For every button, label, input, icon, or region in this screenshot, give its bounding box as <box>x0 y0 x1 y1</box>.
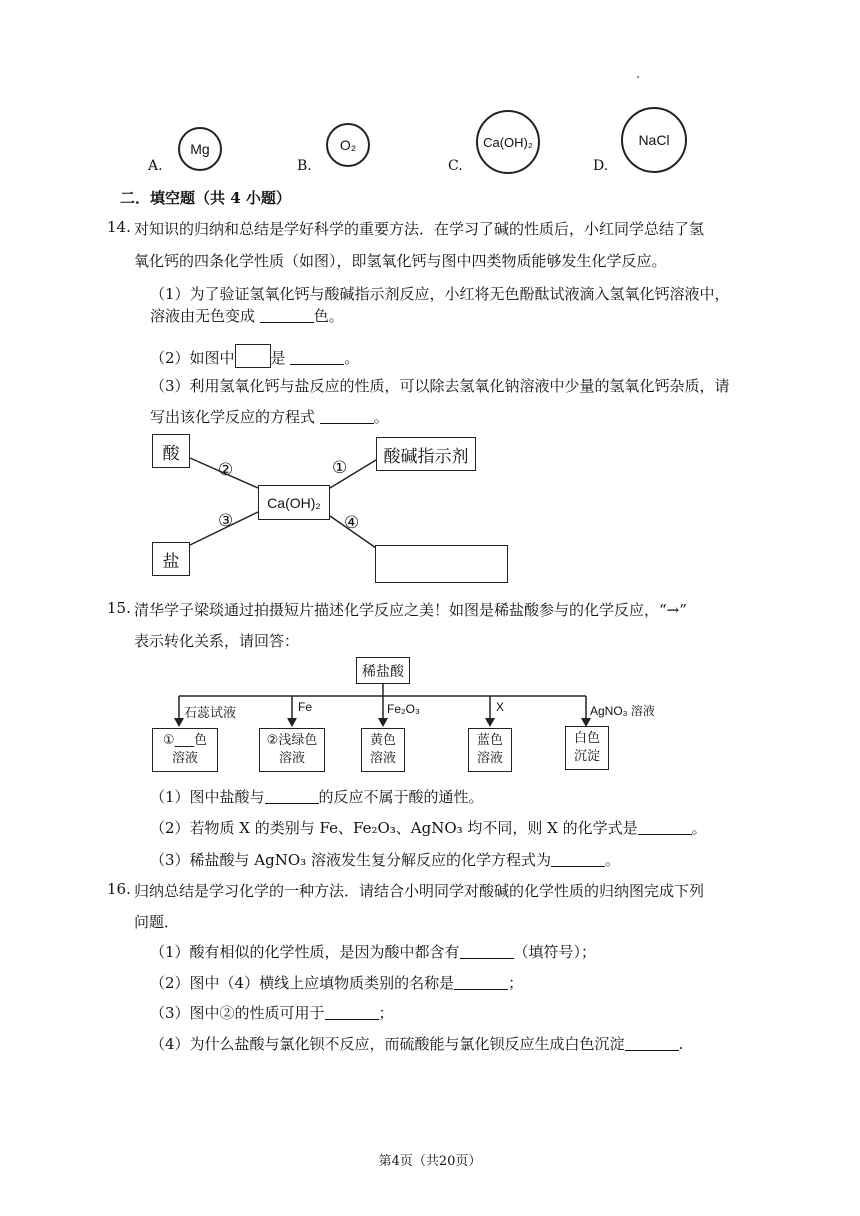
q14-circle-num-3: ③ <box>218 511 234 531</box>
q15-result-1-line2: 溶液 <box>171 751 198 766</box>
q14-salt-box <box>152 542 190 576</box>
option-a-formula: Mg <box>190 141 210 157</box>
q15-part3-blank[interactable] <box>551 852 605 867</box>
q16-part3-blank[interactable] <box>325 1005 379 1020</box>
q16-part1-suffix: （填符号）； <box>513 943 597 961</box>
q14-empty-box[interactable] <box>375 545 508 583</box>
q15-part1-suffix: 的反应不属于酸的通性。 <box>318 788 484 806</box>
q15-result-box-5 <box>565 726 609 770</box>
q16-part2-blank[interactable] <box>454 975 508 990</box>
q15-part3-suffix: 。 <box>604 851 620 869</box>
q15-result-box-4 <box>468 728 512 772</box>
q15-result-box-3 <box>361 728 405 772</box>
q16-part3-suffix: ； <box>378 1004 394 1022</box>
q14-circle-num-1: ① <box>332 458 348 478</box>
option-d-formula: NaCl <box>638 132 670 148</box>
q15-result-1-line1: ①___色 <box>162 733 208 748</box>
q14-part3-suffix: 。 <box>373 408 389 426</box>
q16-intro-line1: 归纳总结是学习化学的一种方法．请结合小明同学对酸碱的化学性质的归纳图完成下列 <box>134 882 705 900</box>
q15-result-3-line2: 溶液 <box>369 751 396 766</box>
q14-salt-label: 盐 <box>162 551 180 572</box>
q15-result-2-line1: ②浅绿色 <box>266 733 318 748</box>
option-c-formula: Ca(OH)₂ <box>483 134 533 150</box>
q14-part3-line1: （3）利用氢氧化钙与盐反应的性质，可以除去氢氧化钠溶液中少量的氢氧化钙杂质，请 <box>150 377 730 395</box>
q15-part2-line <box>150 817 707 838</box>
q14-circle-num-2: ② <box>218 460 234 480</box>
q15-result-box-1 <box>152 728 218 772</box>
q14-indicator-label: 酸碱指示剂 <box>383 446 469 467</box>
q14-circle-num-4: ④ <box>344 513 360 533</box>
q14-part1-suffix: 色。 <box>313 307 344 325</box>
q14-part3-text: 写出该化学反应的方程式 <box>150 408 320 426</box>
q15-branch-label-agno3: AgNO₃ 溶液 <box>590 704 655 718</box>
q15-result-4-line2: 溶液 <box>476 751 503 766</box>
q15-part1-text: （1）图中盐酸与 <box>150 788 265 806</box>
q15-branch-label-x: X <box>496 700 505 714</box>
q15-result-5-line2: 沉淀 <box>573 749 600 764</box>
q15-part2-blank[interactable] <box>638 820 692 835</box>
q15-result-2-line2: 溶液 <box>278 751 305 766</box>
q15-top-box <box>356 657 410 684</box>
q16-part2-text: （2）图中（4）横线上应填物质类别的名称是 <box>150 974 455 992</box>
q15-result-5-line1: 白色 <box>573 731 600 746</box>
q15-branch-label-fe2o3: Fe₂O₃ <box>387 702 420 716</box>
q14-part1-text: 溶液由无色变成 <box>150 307 260 325</box>
option-a-letter: A. <box>148 158 163 174</box>
q15-branch-label-fe: Fe <box>298 700 313 714</box>
q15-part1-line <box>150 786 484 807</box>
q14-acid-label: 酸 <box>162 443 180 464</box>
q16-part4-blank[interactable] <box>625 1036 679 1051</box>
q14-acid-box <box>152 434 190 468</box>
q16-part4-line <box>150 1033 683 1054</box>
q15-part1-blank[interactable] <box>265 789 319 804</box>
q15-branch-label-litmus: 石蕊试液 <box>184 706 237 721</box>
q15-result-box-2 <box>259 728 325 772</box>
q14-part2-text: （2）如图中 <box>150 349 235 367</box>
q15-part2-text: （2）若物质 X 的类别与 Fe、Fe₂O₃、AgNO₃ 均不同，则 X 的化学式是 <box>150 819 638 837</box>
q15-top-label: 稀盐酸 <box>362 663 404 680</box>
q14-part2-suffix: 。 <box>344 349 360 367</box>
option-b-formula: O₂ <box>339 137 357 153</box>
q16-part1-text: （1）酸有相似的化学性质，是因为酸中都含有 <box>150 943 460 961</box>
q15-part3-line <box>150 849 620 870</box>
q15-intro-line1: 清华学子梁琰通过拍摄短片描述化学反应之美！如图是稀盐酸参与的化学反应，“→” <box>134 601 687 619</box>
q15-number: 15. <box>107 599 131 617</box>
q14-indicator-box <box>376 437 476 471</box>
section-title: 二．填空题（共 4 小题） <box>120 189 291 207</box>
q15-part3-text: （3）稀盐酸与 AgNO₃ 溶液发生复分解反应的化学方程式为 <box>150 851 551 869</box>
option-d-letter: D. <box>593 158 609 174</box>
q14-part2-mid: 是 <box>270 349 291 367</box>
q16-part1-blank[interactable] <box>460 944 514 959</box>
q16-intro-line2: 问题． <box>134 913 180 931</box>
page-footer: 第4页（共20页） <box>378 1154 482 1169</box>
q14-center-box <box>258 485 330 520</box>
q16-part4-text: （4）为什么盐酸与氯化钡不反应，而硫酸能与氯化钡反应生成白色沉淀 <box>150 1035 625 1053</box>
q16-part2-suffix: ； <box>508 974 524 992</box>
option-b-letter: B. <box>297 158 312 174</box>
q16-part3-line <box>150 1002 394 1023</box>
q14-number: 14. <box>107 218 131 236</box>
q14-intro-line1: 对知识的归纳和总结是学好科学的重要方法．在学习了碱的性质后，小红同学总结了氢 <box>134 220 705 238</box>
q16-number: 16. <box>107 880 131 898</box>
q15-part2-suffix: 。 <box>691 819 707 837</box>
q15-result-3-line1: 黄色 <box>369 733 396 748</box>
q14-center-label: Ca(OH)₂ <box>267 494 321 511</box>
q14-part1-line1: （1）为了验证氢氧化钙与酸碱指示剂反应，小红将无色酚酞试液滴入氢氧化钙溶液中， <box>150 285 730 303</box>
option-c-letter: C. <box>448 158 463 174</box>
q14-intro-line2: 氧化钙的四条化学性质（如图），即氢氧化钙与图中四类物质能够发生化学反应。 <box>134 252 667 270</box>
q16-part1-line <box>150 941 596 962</box>
q16-part2-line <box>150 972 523 993</box>
q16-part4-suffix: . <box>678 1035 684 1053</box>
q16-part3-text: （3）图中②的性质可用于 <box>150 1004 325 1022</box>
q15-intro-line2: 表示转化关系，请回答： <box>134 632 300 650</box>
q15-result-4-line1: 蓝色 <box>476 733 503 748</box>
